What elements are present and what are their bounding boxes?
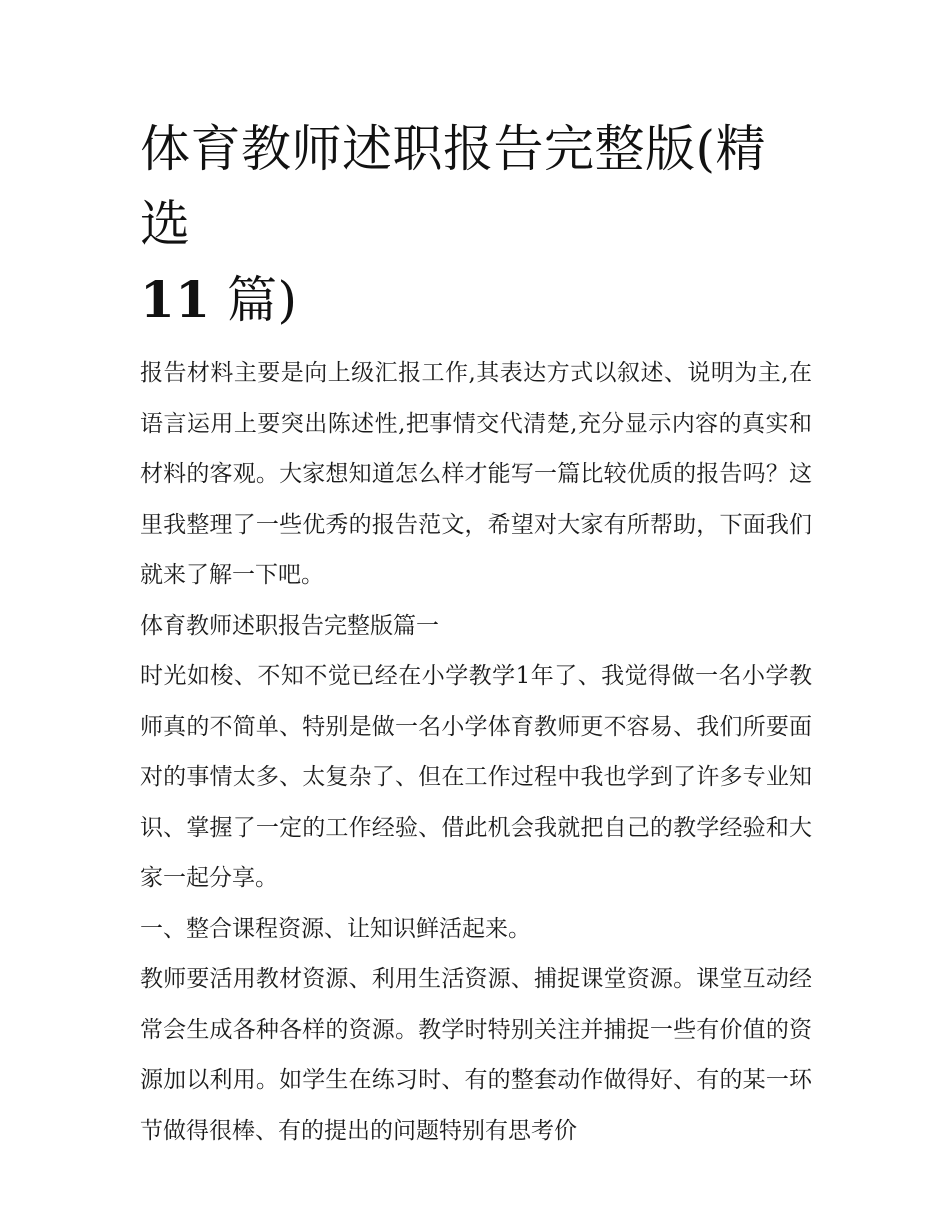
- body-paragraph: 时光如梭、不知不觉已经在小学教学1年了、我觉得做一名小学教师真的不简单、特别是做一名小学体育教师更不容易、我们所要面对的事情太多、太复杂了、但在工作过程中我也学到了许多专业知识、掌握了一定的工作经验、借此机会我就把自己的教学经验和大家一起分享。: [140, 663, 812, 891]
- title-number: 11: [140, 270, 211, 329]
- body-paragraph: 教师要活用教材资源、利用生活资源、捕捉课堂资源。课堂互动经常会生成各种各样的资源。教学时特别关注并捕捉一些有价值的资源加以利用。如学生在练习时、有的整套动作做得好、有的某一环节做得很棒、有的提出的问题特别有思考价: [140, 966, 812, 1144]
- title-tail-text: 篇): [210, 271, 298, 329]
- document-body: [140, 112, 812, 1156]
- subheading-integrate-resources: 一、整合课程资源、让知识鲜活起来。: [140, 915, 531, 942]
- section-heading-part-one: 体育教师述职报告完整版篇一: [140, 612, 439, 639]
- intro-paragraph: 报告材料主要是向上级汇报工作,其表达方式以叙述、说明为主,在语言运用上要突出陈述性,把事情交代清楚,充分显示内容的真实和材料的客观。大家想知道怎么样才能写一篇比较优质的报告吗？这里我整理了一些优秀的报告范文，希望对大家有所帮助，下面我们就来了解一下吧。: [140, 360, 812, 588]
- document-title: [140, 112, 812, 338]
- title-main-text: 体育教师述职报告完整版(精选: [140, 120, 767, 253]
